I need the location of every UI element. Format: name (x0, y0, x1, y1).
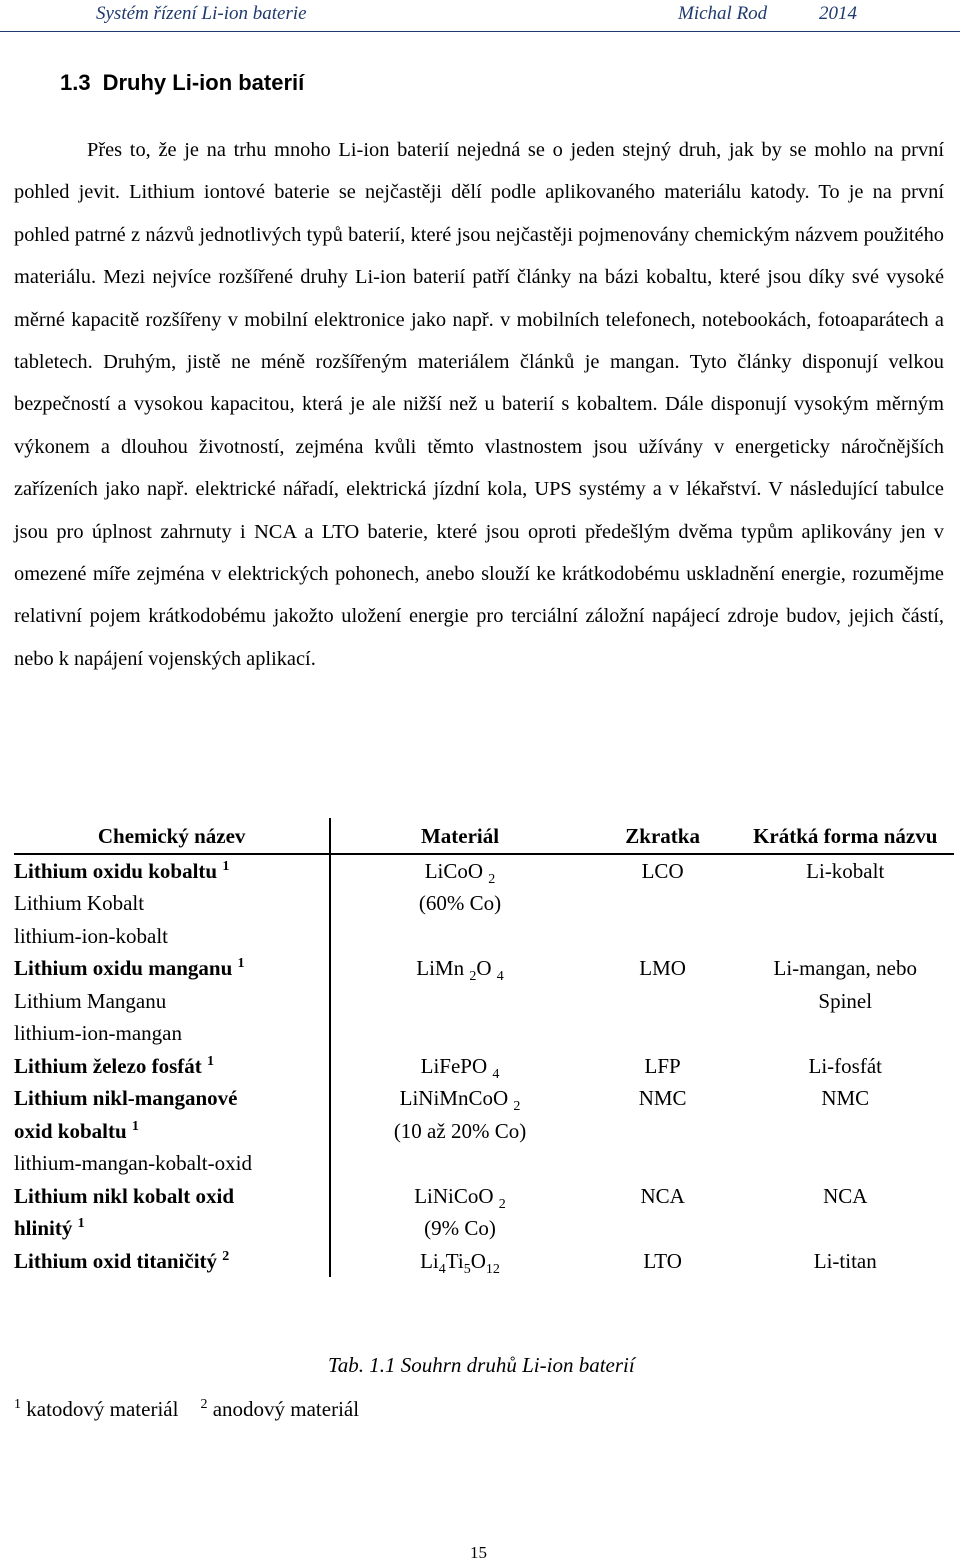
footnote-mark: 1 (222, 858, 230, 874)
formula-sub: 2 (488, 871, 496, 887)
table-row (14, 1180, 954, 1245)
table-row (14, 1050, 954, 1083)
formula-part: LiFePO (420, 1053, 488, 1078)
body-paragraph: Přes to, že je na trhu mnoho Li-ion baterií nejedná se o jeden stejný druh, jak by se mohlo na první pohled jevit. Lithium iontové baterie se nejčastěji dělí podle aplikovaného materiálu katody. To je na první pohled patrné z názvů jednotlivých typů baterií, které jsou nejčastěji pojmenovány chemickým názvem použitého materiálu. Mezi nejvíce rozšířené druhy Li-ion baterií patří články na bázi kobaltu, které jsou díky své vysoké měrné kapacitě rozšířeny v mobilní elektronice jako např. v mobilních telefonech, notebookách, fotoaparátech a tabletech. Druhým, jistě ne méně rozšířeným materiálem článků je mangan. Tyto články disponují velkou bezpečností a vysokou kapacitou, která je ale nižší než u baterií s kobaltem. Dále disponují vysokým měrným výkonem a dlouhou životností, zejména kvůli těmto vlastnostem jsou užívány v energeticky náročnějších zařízeních jako např. elektrické nářadí, elektrická jízdní kola, UPS systémy a v lékařství. V následující tabulce jsou pro úplnost zahrnuty i NCA a LTO baterie, které jsou oproti předešlým dvěma typům aplikovány jen v omezené míře zejména v elektrických pohonech, anebo slouží ke krátkodobému uskladnění energie, rozumějme relativní pojem krátkodobému jakožto uložení energie pro terciální záložní napájecí zdroje budov, jejich částí, nebo k napájení vojenských aplikací. (14, 139, 944, 670)
cell-name (14, 952, 330, 1050)
name-alt: lithium-mangan-kobalt-oxid (14, 1151, 252, 1175)
formula-part: LiNiMnCoO (399, 1086, 509, 1110)
cell-material (330, 1050, 588, 1083)
formula-part: LiCoO (424, 858, 484, 883)
header-title: Systém řízení Li-ion baterie (96, 3, 307, 24)
cell-name (14, 1050, 330, 1083)
cell-short: NMC (821, 1086, 870, 1110)
formula-part: O (470, 1248, 486, 1273)
name-bold: oxid kobaltu (14, 1118, 127, 1143)
name-bold: Lithium oxid titaničitý (14, 1248, 218, 1273)
page-number: 15 (470, 1543, 487, 1562)
footnote-mark: 1 (77, 1216, 85, 1231)
section-heading (60, 70, 304, 96)
col-header-abbrev: Zkratka (625, 824, 700, 848)
name-bold: Lithium oxidu kobaltu (14, 858, 218, 883)
formula-sub: 4 (492, 1066, 500, 1082)
footnote-text: katodový materiál (26, 1397, 179, 1421)
name-alt: lithium-ion-kobalt (14, 923, 168, 948)
footnote-mark: 1 (237, 956, 245, 971)
formula-part: LiMn (416, 956, 465, 980)
cell-material (330, 1082, 588, 1180)
formula-sub: 12 (485, 1261, 500, 1277)
header-year: 2014 (819, 3, 857, 24)
table-header-row (14, 818, 954, 854)
cell-abbrev: LTO (643, 1248, 682, 1273)
name-alt: Lithium Manganu (14, 988, 167, 1013)
footnote-1 (14, 1397, 178, 1421)
short-line: Li-mangan, nebo (773, 956, 917, 980)
header-rule (0, 31, 960, 32)
cell-name (14, 854, 330, 953)
cell-material (330, 952, 588, 1050)
header-author: Michal Rod (678, 3, 768, 24)
material-note: (60% Co) (418, 891, 502, 915)
name-bold: hlinitý (14, 1216, 73, 1240)
formula-part: Li (420, 1248, 439, 1273)
cell-material (330, 1180, 588, 1245)
formula-part: Ti (445, 1248, 464, 1273)
name-alt: Lithium Kobalt (14, 891, 145, 915)
formula-sub: 4 (438, 1261, 446, 1277)
formula-part: LiNiCoO (414, 1183, 494, 1208)
formula-sub: 2 (469, 969, 477, 985)
table-row (14, 1245, 954, 1278)
running-header (0, 0, 960, 34)
col-header-name: Chemický název (14, 818, 330, 854)
name-alt: lithium-ion-mangan (14, 1021, 182, 1045)
name-bold: Lithium oxidu manganu (14, 956, 233, 980)
cell-short: Li-fosfát (808, 1053, 882, 1078)
section-number: 1.3 (60, 70, 91, 95)
cell-abbrev: LCO (641, 858, 684, 883)
footnote-mark: 2 (200, 1397, 208, 1412)
formula-sub: 4 (496, 969, 504, 985)
col-header-short: Krátká forma názvu (753, 824, 938, 848)
cell-abbrev: LFP (644, 1053, 681, 1078)
cell-material (330, 1245, 588, 1278)
footnote-2 (200, 1397, 359, 1421)
footnote-mark: 1 (131, 1118, 139, 1134)
table-row (14, 854, 954, 953)
cell-abbrev: LMO (639, 956, 686, 980)
cell-short (736, 952, 954, 1050)
section-title: Druhy Li-ion baterií (102, 70, 305, 95)
name-bold: Lithium železo fosfát (14, 1053, 202, 1078)
table-row (14, 1082, 954, 1180)
material-note: (9% Co) (424, 1216, 496, 1240)
footnote-text: anodový materiál (212, 1397, 360, 1421)
formula-sub: 5 (463, 1261, 471, 1277)
cell-name (14, 1245, 330, 1278)
cell-abbrev: NCA (640, 1183, 685, 1208)
table-row (14, 952, 954, 1050)
cell-name (14, 1180, 330, 1245)
name-bold: Lithium nikl-manganové (14, 1086, 238, 1110)
col-header-material: Materiál (420, 824, 500, 848)
footnote-mark: 1 (207, 1053, 215, 1069)
footnote-mark: 1 (14, 1397, 21, 1412)
name-bold: Lithium nikl kobalt oxid (14, 1183, 234, 1208)
footnotes (14, 1397, 381, 1422)
formula-sub: 2 (513, 1099, 521, 1115)
table-caption: Tab. 1.1 Souhrn druhů Li-ion baterií (328, 1353, 635, 1377)
footnote-mark: 2 (222, 1248, 230, 1264)
cell-abbrev: NMC (638, 1086, 687, 1110)
cell-material (330, 854, 588, 953)
cell-short: Li-titan (813, 1248, 877, 1273)
battery-types-table (14, 818, 954, 1277)
cell-short: Li-kobalt (806, 858, 885, 883)
short-line: Spinel (818, 988, 873, 1013)
cell-short: NCA (823, 1183, 868, 1208)
formula-part: O (476, 956, 492, 980)
cell-name (14, 1082, 330, 1180)
material-note: (10 až 20% Co) (393, 1118, 527, 1143)
formula-sub: 2 (498, 1196, 506, 1212)
